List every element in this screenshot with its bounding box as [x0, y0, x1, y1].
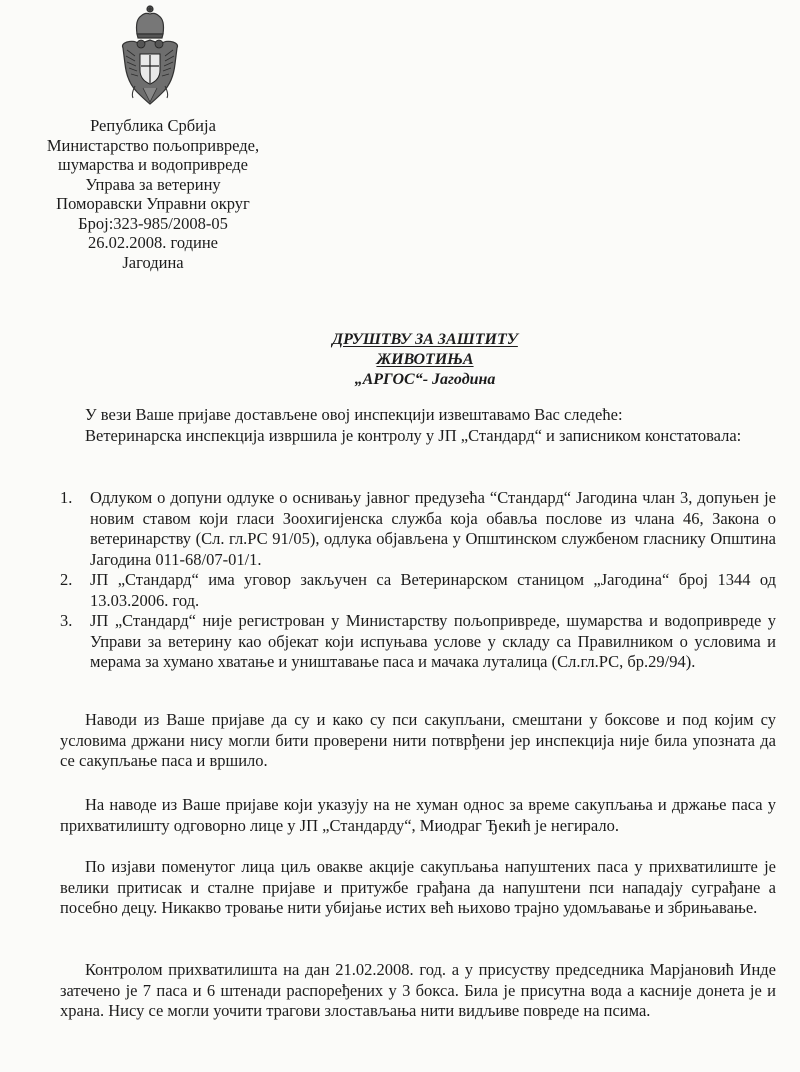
list-item-text: Одлуком о допуни одлуке о оснивању јавног предузећа “Стандард“ Јагодина члан 3, допуњен је новим ставом који гласи Зоохигијенска служба која обавља послове из члана 46, Закона о ветеринарству (Сл. гл.РС 91/05), одлука објављена у Општинском службеном гласнику Општина Јагодина 011-68/07-01/1.	[90, 488, 776, 569]
list-item	[60, 488, 776, 570]
list-item-number: 2.	[60, 570, 73, 589]
addressee-location: „АРГОС“- Јагодина	[354, 371, 496, 388]
list-item-number: 1.	[60, 488, 73, 507]
list-item-number: 3.	[60, 611, 73, 630]
header-department: Управа за ветерину	[85, 174, 221, 194]
paragraph-statement: По изјави поменутог лица циљ овакве акције сакупљања напуштених паса у прихватилиште је велики притисак и сталне пријаве и притужбе грађана да напуштени пси нападају суграђане а посебно децу. Никакво тровање нити убијање истих већ њихово трајно удомљавање и збрињавање.	[60, 857, 776, 917]
list-item	[60, 570, 776, 611]
list-item	[60, 611, 776, 673]
intro-line-1: У вези Ваше пријаве достављене овој инспекцији извештавамо Вас следеће:	[85, 405, 623, 424]
intro-paragraph	[60, 405, 776, 446]
intro-line-2: Ветеринарска инспекција извршила је контролу у ЈП „Стандард“ и записником констатовала:	[85, 425, 742, 445]
paragraph-inspection: Контролом прихватилишта на дан 21.02.2008. год. а у присуству председника Марјановић Инде затечено је 7 паса и 6 штенади распоређених у 3 бокса. Била је присутна вода а касније донета је и храна. Нису се могли уочити трагови злостављања нити видљиве повреде на псима.	[60, 960, 776, 1020]
header-city: Јагодина	[122, 252, 184, 272]
header-ministry: Министарство пољопривреде,	[46, 135, 260, 155]
list-item-text: ЈП „Стандард“ има уговор закључен са Ветеринарском станицом „Јагодина“ број 1344 од 13.03.2006. год.	[90, 570, 776, 610]
header-ministry-cont: шумарства и водопривреде	[57, 155, 249, 174]
serbian-coat-of-arms-icon	[115, 4, 185, 114]
issuer-header	[18, 116, 288, 272]
header-country: Република Србија	[90, 116, 216, 135]
header-district: Поморавски Управни округ	[56, 194, 250, 213]
header-date: 26.02.2008. године	[87, 233, 218, 252]
paragraph-denial: На наводе из Ваше пријаве који указују на не хуман однос за време сакупљања и држање паса у прихватилишту одговорно лице у ЈП „Стандарду“, Миодраг Ђекић је негирало.	[60, 795, 776, 835]
list-item-text: ЈП „Стандард“ није регистрован у Министарству пољопривреде, шумарства и водопривреде у Управи за ветерину као објекат који испуњава услове у складу са Правилником о условима и мерама за хумано хватање и уништавање паса и мачака луталица (Сл.гл.РС, бр.29/94).	[90, 611, 776, 671]
findings-list	[60, 488, 776, 673]
header-reference-number: Број:323-985/2008-05	[78, 213, 228, 233]
addressee-block	[290, 330, 560, 390]
paragraph-allegations: Наводи из Ваше пријаве да су и како су пси сакупљани, смештани у боксове и под којим су условима држани нису могли бити проверени нити потврђени јер инспекција није била упозната да се сакупљање паса и вршило.	[60, 710, 776, 770]
addressee-name: ДРУШТВУ ЗА ЗАШТИТУ ЖИВОТИЊА	[332, 331, 518, 368]
